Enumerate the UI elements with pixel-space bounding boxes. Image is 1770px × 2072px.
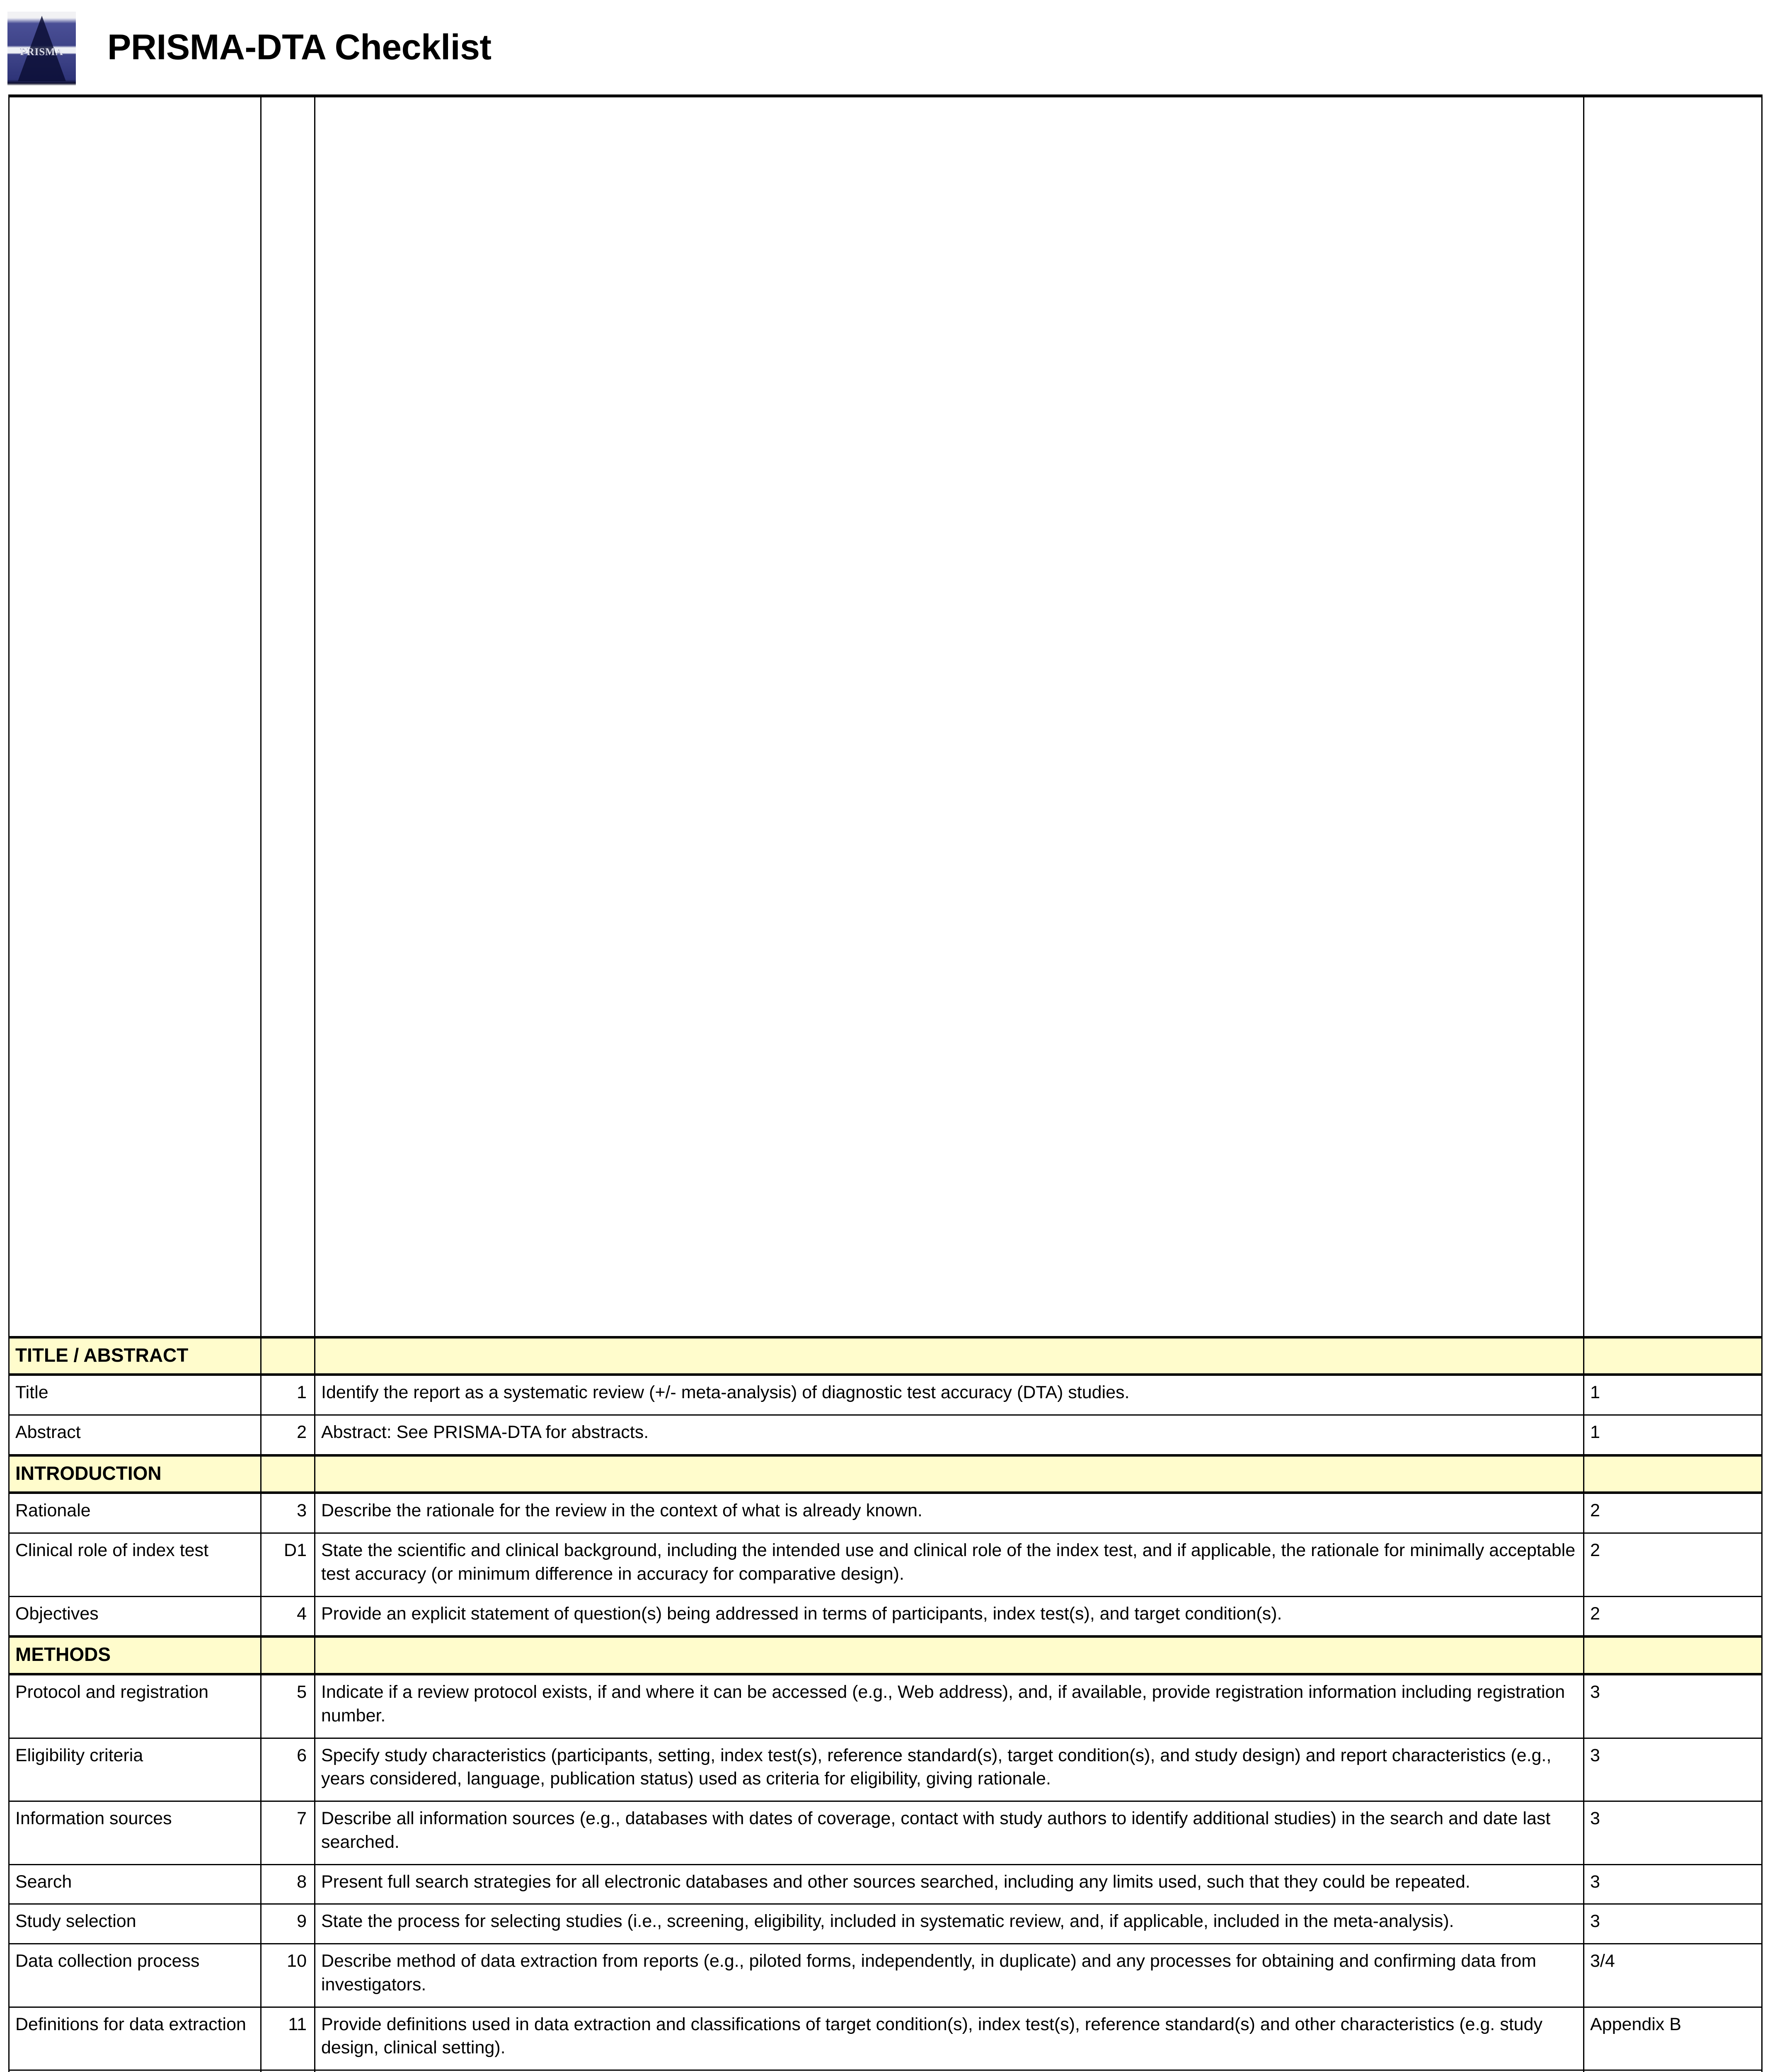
cell-item-number: 6 bbox=[261, 1738, 315, 1801]
cell-checklist-item: Abstract: See PRISMA-DTA for abstracts. bbox=[315, 1415, 1584, 1455]
cell-checklist-item: Describe method of data extraction from reports (e.g., piloted forms, independently, in duplicate) and any processes for obtaining and confirming data from investigators. bbox=[315, 1944, 1584, 2007]
section-page-spacer bbox=[1584, 1337, 1762, 1375]
section-page-spacer bbox=[1584, 1636, 1762, 1674]
cell-item-number: 10 bbox=[261, 1944, 315, 2007]
section-header-row bbox=[9, 1636, 1762, 1674]
section-item-spacer bbox=[315, 1455, 1584, 1493]
cell-checklist-item: Describe all information sources (e.g., databases with dates of coverage, contact with study authors to identify additional studies) in the search and date last searched. bbox=[315, 1801, 1584, 1865]
cell-item-number: 2 bbox=[261, 1415, 315, 1455]
cell-checklist-item: Present full search strategies for all electronic databases and other sources searched, including any limits used, such that they could be repeated. bbox=[315, 1864, 1584, 1904]
cell-item-number: 9 bbox=[261, 1904, 315, 1944]
cell-reported-on-page: 3 bbox=[1584, 1864, 1762, 1904]
cell-checklist-item: Provide definitions used in data extraction and classifications of target condition(s), index test(s), reference standard(s) and other characteristics (e.g. study design, clinical setting). bbox=[315, 2007, 1584, 2070]
cell-reported-on-page: 1 bbox=[1584, 1375, 1762, 1415]
cell-reported-on-page: 3 bbox=[1584, 1801, 1762, 1865]
section-number-spacer bbox=[261, 1636, 315, 1674]
table-row bbox=[9, 1738, 1762, 1801]
cell-reported-on-page: 3 bbox=[1584, 1674, 1762, 1738]
cell-section-topic bbox=[9, 2070, 261, 2072]
cell-item-number: 5 bbox=[261, 1674, 315, 1738]
cell-section-topic: Abstract bbox=[9, 1415, 261, 1455]
cell-section-topic: Title bbox=[9, 1375, 261, 1415]
table-row bbox=[9, 1674, 1762, 1738]
section-number-spacer bbox=[261, 1455, 315, 1493]
cell-section-topic: Objectives bbox=[9, 1596, 261, 1636]
section-header-row bbox=[9, 1337, 1762, 1375]
cell-section-topic: Search bbox=[9, 1864, 261, 1904]
cell-checklist-item: Identify the report as a systematic review (+/- meta-analysis) of diagnostic test accuracy (DTA) studies. bbox=[315, 1375, 1584, 1415]
cell-section-topic: Protocol and registration bbox=[9, 1674, 261, 1738]
cell-item-number: 1 bbox=[261, 1375, 315, 1415]
table-header bbox=[9, 96, 1762, 1337]
table-row bbox=[9, 1596, 1762, 1636]
cell-section-topic: Clinical role of index test bbox=[9, 1533, 261, 1597]
cell-reported-on-page: 2 bbox=[1584, 1493, 1762, 1533]
cell-reported-on-page: 1 bbox=[1584, 1415, 1762, 1455]
cell-item-number bbox=[261, 2070, 315, 2072]
table-row bbox=[9, 1801, 1762, 1865]
column-header-reported-on-page: Reported on page # bbox=[1584, 96, 1762, 1337]
cell-item-number: 7 bbox=[261, 1801, 315, 1865]
section-header-row bbox=[9, 1455, 1762, 1493]
cell-checklist-item: Specify study characteristics (participants, setting, index test(s), reference standard(s), target condition(s), and study design) and report characteristics (e.g., years considered, language, publication status) used as criteria for eligibility, giving rationale. bbox=[315, 1738, 1584, 1801]
cell-checklist-item: State the process for selecting studies (i.e., screening, eligibility, included in systematic review, and, if applicable, included in the meta-analysis). bbox=[315, 1904, 1584, 1944]
cell-reported-on-page: 2 bbox=[1584, 1596, 1762, 1636]
section-title: INTRODUCTION bbox=[9, 1455, 261, 1493]
cell-section-topic: Information sources bbox=[9, 1801, 261, 1865]
table-row bbox=[9, 1493, 1762, 1533]
section-title: METHODS bbox=[9, 1636, 261, 1674]
table-body bbox=[9, 1337, 1762, 2072]
cell-reported-on-page: Appendix B bbox=[1584, 2007, 1762, 2070]
column-header-checklist-item: PRISMA-DTA Checklist Item bbox=[315, 96, 1584, 1337]
cell-item-number: 8 bbox=[261, 1864, 315, 1904]
cell-reported-on-page: 3 bbox=[1584, 1904, 1762, 1944]
column-header-section-topic: Section/topic bbox=[9, 96, 261, 1337]
page-title: PRISMA-DTA Checklist bbox=[107, 29, 492, 65]
cell-checklist-item: Indicate if a review protocol exists, if and where it can be accessed (e.g., Web address), and, if available, provide registration information including registration number. bbox=[315, 1674, 1584, 1738]
cell-reported-on-page: 3/4 bbox=[1584, 1944, 1762, 2007]
cell-checklist-item: Describe the rationale for the review in the context of what is already known. bbox=[315, 1493, 1584, 1533]
cell-checklist-item bbox=[315, 2070, 1584, 2072]
document-header bbox=[0, 0, 1770, 94]
cell-section-topic: Eligibility criteria bbox=[9, 1738, 261, 1801]
table-row bbox=[9, 1415, 1762, 1455]
cell-section-topic: Data collection process bbox=[9, 1944, 261, 2007]
cell-item-number: D1 bbox=[261, 1533, 315, 1597]
header-row bbox=[9, 96, 1762, 1337]
table-row bbox=[9, 1533, 1762, 1597]
table-row bbox=[9, 1864, 1762, 1904]
prisma-logo-icon bbox=[7, 12, 76, 85]
cell-section-topic: Definitions for data extraction bbox=[9, 2007, 261, 2070]
cell-section-topic: Rationale bbox=[9, 1493, 261, 1533]
cell-checklist-item: Provide an explicit statement of question(s) being addressed in terms of participants, index test(s), and target condition(s). bbox=[315, 1596, 1584, 1636]
section-number-spacer bbox=[261, 1337, 315, 1375]
cell-section-topic: Study selection bbox=[9, 1904, 261, 1944]
prisma-logo-wordmark: PRISMA bbox=[7, 46, 76, 58]
cell-item-number: 3 bbox=[261, 1493, 315, 1533]
column-header-number: # bbox=[261, 96, 315, 1337]
section-page-spacer bbox=[1584, 1455, 1762, 1493]
cell-item-number: 11 bbox=[261, 2007, 315, 2070]
table-row bbox=[9, 2007, 1762, 2070]
table-row bbox=[9, 1904, 1762, 1944]
cell-checklist-item: State the scientific and clinical background, including the intended use and clinical role of the index test, and if applicable, the rationale for minimally acceptable test accuracy (or minimum difference in accuracy for comparative design). bbox=[315, 1533, 1584, 1597]
checklist-table bbox=[8, 94, 1763, 2072]
section-title: TITLE / ABSTRACT bbox=[9, 1337, 261, 1375]
cell-reported-on-page bbox=[1584, 2070, 1762, 2072]
section-item-spacer bbox=[315, 1636, 1584, 1674]
section-item-spacer bbox=[315, 1337, 1584, 1375]
cell-item-number: 4 bbox=[261, 1596, 315, 1636]
table-row bbox=[9, 1944, 1762, 2007]
cell-reported-on-page: 2 bbox=[1584, 1533, 1762, 1597]
table-row bbox=[9, 2070, 1762, 2072]
table-row bbox=[9, 1375, 1762, 1415]
cell-reported-on-page: 3 bbox=[1584, 1738, 1762, 1801]
